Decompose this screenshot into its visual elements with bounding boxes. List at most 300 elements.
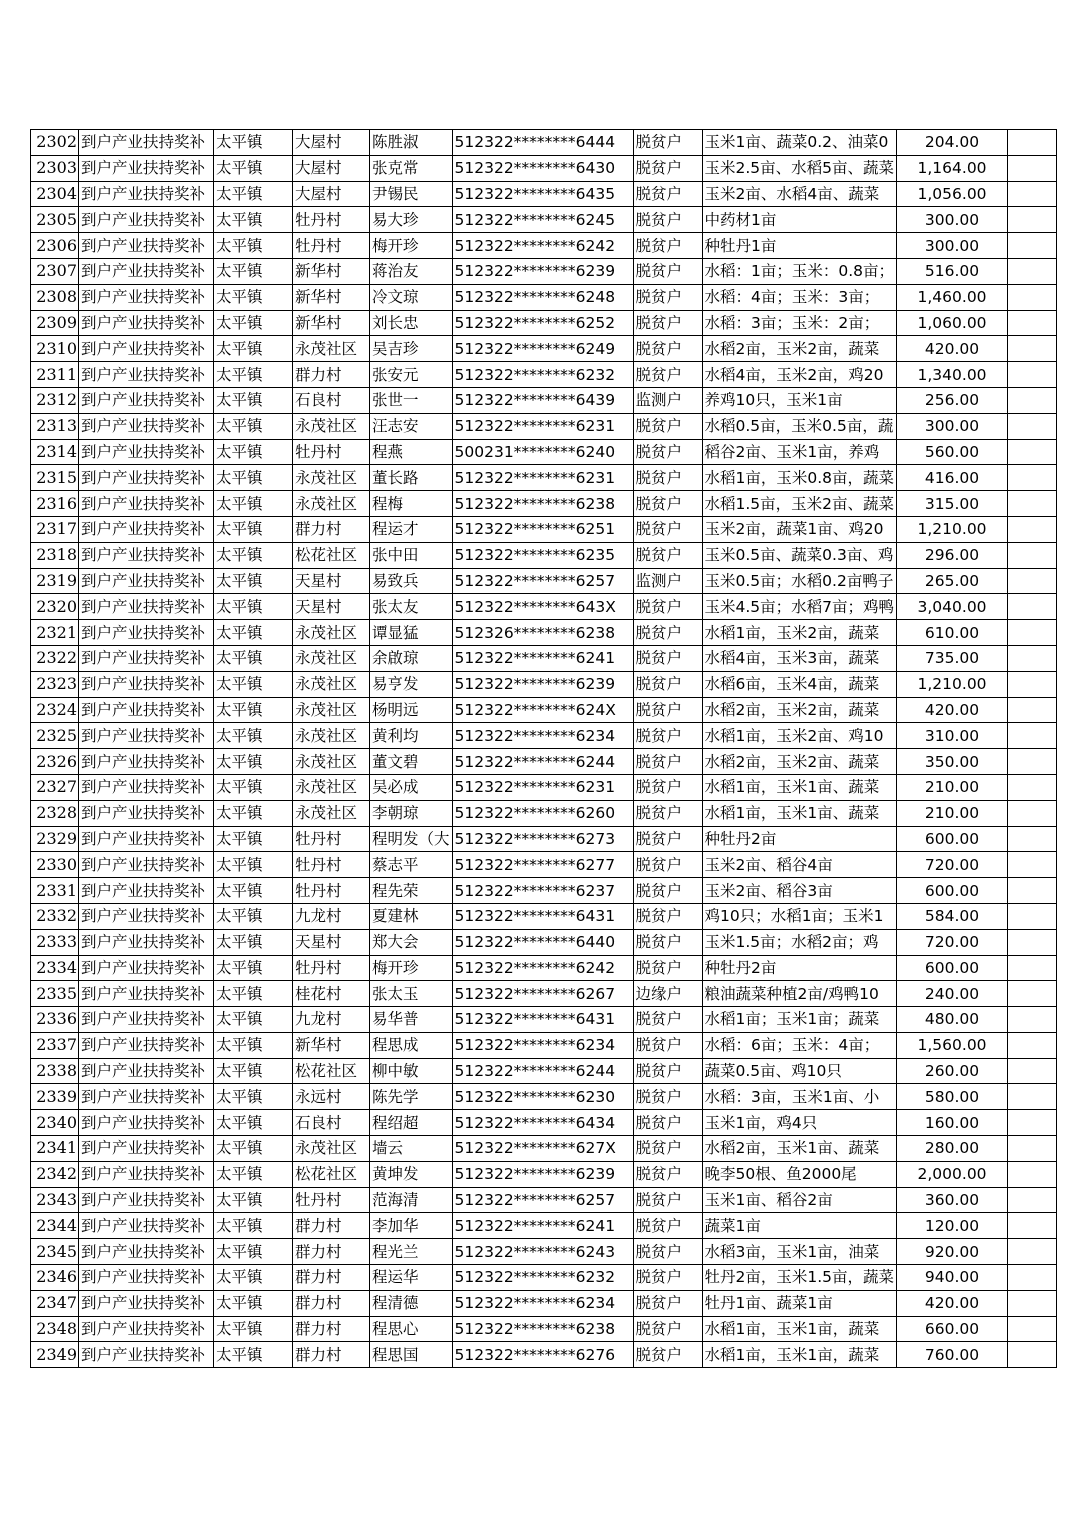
project-cell: 到户产业扶持奖补	[79, 387, 214, 413]
row-number: 2329	[31, 826, 79, 852]
project-cell: 到户产业扶持奖补	[79, 1265, 214, 1291]
id-number-cell: 512322********6257	[452, 568, 633, 594]
name-cell: 李朝琼	[370, 800, 453, 826]
town-cell: 太平镇	[214, 981, 293, 1007]
amount-cell: 204.00	[897, 130, 1008, 156]
project-cell: 到户产业扶持奖补	[79, 181, 214, 207]
project-cell: 到户产业扶持奖补	[79, 336, 214, 362]
town-cell: 太平镇	[214, 800, 293, 826]
remark-cell	[1008, 1032, 1057, 1058]
amount-cell: 310.00	[897, 723, 1008, 749]
town-cell: 太平镇	[214, 1239, 293, 1265]
name-cell: 易大珍	[370, 207, 453, 233]
table-row	[31, 130, 1057, 156]
row-number: 2326	[31, 749, 79, 775]
amount-cell: 1,460.00	[897, 284, 1008, 310]
row-number: 2327	[31, 774, 79, 800]
household-type-cell: 脱贫户	[633, 491, 702, 517]
name-cell: 冷文琼	[370, 284, 453, 310]
table-row	[31, 568, 1057, 594]
village-cell: 新华村	[293, 1032, 370, 1058]
amount-cell: 260.00	[897, 1058, 1008, 1084]
town-cell: 太平镇	[214, 336, 293, 362]
subsidy-content-cell: 牡丹1亩、蔬菜1亩	[702, 1290, 897, 1316]
table-row	[31, 903, 1057, 929]
town-cell: 太平镇	[214, 1342, 293, 1368]
table-row	[31, 697, 1057, 723]
subsidy-content-cell: 水稻2亩，玉米1亩、蔬菜	[702, 1136, 897, 1162]
town-cell: 太平镇	[214, 465, 293, 491]
remark-cell	[1008, 645, 1057, 671]
remark-cell	[1008, 1290, 1057, 1316]
amount-cell: 1,210.00	[897, 516, 1008, 542]
table-row	[31, 981, 1057, 1007]
table-row	[31, 233, 1057, 259]
town-cell: 太平镇	[214, 258, 293, 284]
table-row	[31, 1032, 1057, 1058]
village-cell: 永茂社区	[293, 645, 370, 671]
village-cell: 天星村	[293, 568, 370, 594]
id-number-cell: 512322********6242	[452, 233, 633, 259]
subsidy-content-cell: 水稻2亩，玉米2亩，蔬菜	[702, 336, 897, 362]
household-type-cell: 脱贫户	[633, 516, 702, 542]
table-row	[31, 1187, 1057, 1213]
project-cell: 到户产业扶持奖补	[79, 1187, 214, 1213]
id-number-cell: 512322********6231	[452, 774, 633, 800]
project-cell: 到户产业扶持奖补	[79, 491, 214, 517]
name-cell: 程清德	[370, 1290, 453, 1316]
id-number-cell: 512322********6252	[452, 310, 633, 336]
village-cell: 群力村	[293, 1290, 370, 1316]
household-type-cell: 脱贫户	[633, 1110, 702, 1136]
table-row	[31, 362, 1057, 388]
town-cell: 太平镇	[214, 1265, 293, 1291]
project-cell: 到户产业扶持奖补	[79, 1136, 214, 1162]
row-number: 2302	[31, 130, 79, 156]
table-row	[31, 336, 1057, 362]
subsidy-content-cell: 水稻3亩，玉米1亩，油菜	[702, 1239, 897, 1265]
row-number: 2319	[31, 568, 79, 594]
subsidy-content-cell: 养鸡10只，玉米1亩	[702, 387, 897, 413]
name-cell: 陈胜淑	[370, 130, 453, 156]
row-number: 2333	[31, 929, 79, 955]
subsidy-content-cell: 水稻1亩，玉米1亩，蔬菜	[702, 1316, 897, 1342]
name-cell: 易亨发	[370, 671, 453, 697]
village-cell: 永茂社区	[293, 465, 370, 491]
row-number: 2322	[31, 645, 79, 671]
id-number-cell: 512322********6267	[452, 981, 633, 1007]
village-cell: 永茂社区	[293, 336, 370, 362]
village-cell: 群力村	[293, 1265, 370, 1291]
table-row	[31, 1290, 1057, 1316]
village-cell: 永茂社区	[293, 800, 370, 826]
table-row	[31, 1265, 1057, 1291]
id-number-cell: 512322********6238	[452, 491, 633, 517]
village-cell: 牡丹村	[293, 852, 370, 878]
id-number-cell: 512322********6439	[452, 387, 633, 413]
town-cell: 太平镇	[214, 207, 293, 233]
amount-cell: 300.00	[897, 207, 1008, 233]
name-cell: 张安元	[370, 362, 453, 388]
subsidy-content-cell: 鸡10只；水稻1亩；玉米1	[702, 903, 897, 929]
table-row	[31, 594, 1057, 620]
household-type-cell: 脱贫户	[633, 903, 702, 929]
id-number-cell: 512322********6241	[452, 1213, 633, 1239]
project-cell: 到户产业扶持奖补	[79, 594, 214, 620]
project-cell: 到户产业扶持奖补	[79, 955, 214, 981]
table-row	[31, 155, 1057, 181]
remark-cell	[1008, 310, 1057, 336]
town-cell: 太平镇	[214, 516, 293, 542]
village-cell: 牡丹村	[293, 878, 370, 904]
name-cell: 黄坤发	[370, 1161, 453, 1187]
household-type-cell: 脱贫户	[633, 310, 702, 336]
row-number: 2345	[31, 1239, 79, 1265]
id-number-cell: 512322********6444	[452, 130, 633, 156]
remark-cell	[1008, 620, 1057, 646]
amount-cell: 1,056.00	[897, 181, 1008, 207]
town-cell: 太平镇	[214, 955, 293, 981]
amount-cell: 280.00	[897, 1136, 1008, 1162]
town-cell: 太平镇	[214, 387, 293, 413]
remark-cell	[1008, 413, 1057, 439]
village-cell: 大屋村	[293, 181, 370, 207]
row-number: 2338	[31, 1058, 79, 1084]
project-cell: 到户产业扶持奖补	[79, 207, 214, 233]
project-cell: 到户产业扶持奖补	[79, 723, 214, 749]
id-number-cell: 512322********6234	[452, 1032, 633, 1058]
amount-cell: 600.00	[897, 878, 1008, 904]
row-number: 2328	[31, 800, 79, 826]
row-number: 2307	[31, 258, 79, 284]
household-type-cell: 脱贫户	[633, 955, 702, 981]
table-row	[31, 284, 1057, 310]
table-row	[31, 207, 1057, 233]
table-row	[31, 181, 1057, 207]
name-cell: 吴必成	[370, 774, 453, 800]
town-cell: 太平镇	[214, 542, 293, 568]
town-cell: 太平镇	[214, 1187, 293, 1213]
name-cell: 墙云	[370, 1136, 453, 1162]
town-cell: 太平镇	[214, 1007, 293, 1033]
household-type-cell: 脱贫户	[633, 233, 702, 259]
row-number: 2318	[31, 542, 79, 568]
remark-cell	[1008, 233, 1057, 259]
id-number-cell: 512322********6239	[452, 671, 633, 697]
town-cell: 太平镇	[214, 826, 293, 852]
table-row	[31, 826, 1057, 852]
household-type-cell: 脱贫户	[633, 826, 702, 852]
amount-cell: 120.00	[897, 1213, 1008, 1239]
village-cell: 群力村	[293, 1239, 370, 1265]
id-number-cell: 512322********6244	[452, 749, 633, 775]
village-cell: 永茂社区	[293, 413, 370, 439]
project-cell: 到户产业扶持奖补	[79, 516, 214, 542]
amount-cell: 660.00	[897, 1316, 1008, 1342]
remark-cell	[1008, 1316, 1057, 1342]
id-number-cell: 512322********624X	[452, 697, 633, 723]
row-number: 2303	[31, 155, 79, 181]
remark-cell	[1008, 929, 1057, 955]
id-number-cell: 512322********6231	[452, 465, 633, 491]
project-cell: 到户产业扶持奖补	[79, 826, 214, 852]
remark-cell	[1008, 800, 1057, 826]
table-row	[31, 929, 1057, 955]
subsidy-content-cell: 水稻2亩，玉米2亩、蔬菜	[702, 749, 897, 775]
amount-cell: 600.00	[897, 826, 1008, 852]
table-row	[31, 1239, 1057, 1265]
village-cell: 永远村	[293, 1084, 370, 1110]
table-row	[31, 723, 1057, 749]
id-number-cell: 512322********6277	[452, 852, 633, 878]
id-number-cell: 512322********6232	[452, 1265, 633, 1291]
id-number-cell: 512322********6273	[452, 826, 633, 852]
household-type-cell: 脱贫户	[633, 1187, 702, 1213]
row-number: 2311	[31, 362, 79, 388]
project-cell: 到户产业扶持奖补	[79, 1342, 214, 1368]
household-type-cell: 脱贫户	[633, 336, 702, 362]
amount-cell: 1,560.00	[897, 1032, 1008, 1058]
amount-cell: 3,040.00	[897, 594, 1008, 620]
remark-cell	[1008, 1084, 1057, 1110]
project-cell: 到户产业扶持奖补	[79, 981, 214, 1007]
name-cell: 董文碧	[370, 749, 453, 775]
subsidy-content-cell: 水稻1亩，玉米2亩、鸡10	[702, 723, 897, 749]
name-cell: 汪志安	[370, 413, 453, 439]
project-cell: 到户产业扶持奖补	[79, 1316, 214, 1342]
household-type-cell: 边缘户	[633, 981, 702, 1007]
amount-cell: 2,000.00	[897, 1161, 1008, 1187]
household-type-cell: 监测户	[633, 387, 702, 413]
household-type-cell: 脱贫户	[633, 723, 702, 749]
village-cell: 永茂社区	[293, 749, 370, 775]
subsidy-content-cell: 玉米0.5亩、蔬菜0.3亩、鸡	[702, 542, 897, 568]
subsidy-content-cell: 水稻0.5亩，玉米0.5亩，蔬	[702, 413, 897, 439]
row-number: 2306	[31, 233, 79, 259]
name-cell: 董长路	[370, 465, 453, 491]
project-cell: 到户产业扶持奖补	[79, 645, 214, 671]
project-cell: 到户产业扶持奖补	[79, 1058, 214, 1084]
id-number-cell: 512322********6257	[452, 1187, 633, 1213]
name-cell: 夏建林	[370, 903, 453, 929]
project-cell: 到户产业扶持奖补	[79, 258, 214, 284]
remark-cell	[1008, 387, 1057, 413]
town-cell: 太平镇	[214, 1161, 293, 1187]
town-cell: 太平镇	[214, 671, 293, 697]
subsidy-content-cell: 玉米1亩、蔬菜0.2、油菜0	[702, 130, 897, 156]
id-number-cell: 512322********6239	[452, 258, 633, 284]
amount-cell: 210.00	[897, 800, 1008, 826]
row-number: 2339	[31, 1084, 79, 1110]
table-row	[31, 465, 1057, 491]
subsidy-content-cell: 水稻1亩，玉米0.8亩，蔬菜	[702, 465, 897, 491]
project-cell: 到户产业扶持奖补	[79, 1032, 214, 1058]
household-type-cell: 脱贫户	[633, 181, 702, 207]
amount-cell: 265.00	[897, 568, 1008, 594]
subsidy-content-cell: 中药材1亩	[702, 207, 897, 233]
remark-cell	[1008, 723, 1057, 749]
town-cell: 太平镇	[214, 878, 293, 904]
id-number-cell: 512322********6232	[452, 362, 633, 388]
table-row	[31, 774, 1057, 800]
household-type-cell: 脱贫户	[633, 671, 702, 697]
name-cell: 程思心	[370, 1316, 453, 1342]
remark-cell	[1008, 362, 1057, 388]
amount-cell: 315.00	[897, 491, 1008, 517]
name-cell: 程思国	[370, 1342, 453, 1368]
household-type-cell: 脱贫户	[633, 1316, 702, 1342]
project-cell: 到户产业扶持奖补	[79, 749, 214, 775]
amount-cell: 580.00	[897, 1084, 1008, 1110]
town-cell: 太平镇	[214, 1213, 293, 1239]
town-cell: 太平镇	[214, 620, 293, 646]
household-type-cell: 监测户	[633, 568, 702, 594]
project-cell: 到户产业扶持奖补	[79, 878, 214, 904]
row-number: 2331	[31, 878, 79, 904]
project-cell: 到户产业扶持奖补	[79, 1213, 214, 1239]
name-cell: 程运华	[370, 1265, 453, 1291]
village-cell: 天星村	[293, 929, 370, 955]
town-cell: 太平镇	[214, 903, 293, 929]
table-body	[31, 130, 1057, 1368]
project-cell: 到户产业扶持奖补	[79, 310, 214, 336]
remark-cell	[1008, 749, 1057, 775]
row-number: 2314	[31, 439, 79, 465]
id-number-cell: 512322********6230	[452, 1084, 633, 1110]
village-cell: 松花社区	[293, 1058, 370, 1084]
amount-cell: 300.00	[897, 413, 1008, 439]
village-cell: 新华村	[293, 310, 370, 336]
remark-cell	[1008, 439, 1057, 465]
row-number: 2349	[31, 1342, 79, 1368]
amount-cell: 940.00	[897, 1265, 1008, 1291]
name-cell: 程先荣	[370, 878, 453, 904]
amount-cell: 1,340.00	[897, 362, 1008, 388]
amount-cell: 920.00	[897, 1239, 1008, 1265]
row-number: 2312	[31, 387, 79, 413]
subsidy-content-cell: 水稻4亩，玉米2亩，鸡20	[702, 362, 897, 388]
village-cell: 大屋村	[293, 130, 370, 156]
table-row	[31, 258, 1057, 284]
subsidy-content-cell: 牡丹2亩，玉米1.5亩，蔬菜	[702, 1265, 897, 1291]
id-number-cell: 512322********6241	[452, 645, 633, 671]
remark-cell	[1008, 516, 1057, 542]
id-number-cell: 512322********6237	[452, 878, 633, 904]
project-cell: 到户产业扶持奖补	[79, 362, 214, 388]
table-row	[31, 387, 1057, 413]
remark-cell	[1008, 336, 1057, 362]
remark-cell	[1008, 1058, 1057, 1084]
remark-cell	[1008, 697, 1057, 723]
amount-cell: 735.00	[897, 645, 1008, 671]
id-number-cell: 512322********627X	[452, 1136, 633, 1162]
village-cell: 天星村	[293, 594, 370, 620]
subsidy-content-cell: 水稻：3亩，玉米1亩、小	[702, 1084, 897, 1110]
subsidy-content-cell: 稻谷2亩、玉米1亩，养鸡	[702, 439, 897, 465]
amount-cell: 1,164.00	[897, 155, 1008, 181]
remark-cell	[1008, 903, 1057, 929]
town-cell: 太平镇	[214, 1316, 293, 1342]
town-cell: 太平镇	[214, 439, 293, 465]
town-cell: 太平镇	[214, 1084, 293, 1110]
row-number: 2316	[31, 491, 79, 517]
amount-cell: 720.00	[897, 852, 1008, 878]
table-row	[31, 491, 1057, 517]
amount-cell: 160.00	[897, 1110, 1008, 1136]
town-cell: 太平镇	[214, 413, 293, 439]
household-type-cell: 脱贫户	[633, 439, 702, 465]
name-cell: 吴吉珍	[370, 336, 453, 362]
name-cell: 程燕	[370, 439, 453, 465]
table-row	[31, 1007, 1057, 1033]
remark-cell	[1008, 671, 1057, 697]
id-number-cell: 512322********6434	[452, 1110, 633, 1136]
name-cell: 张克常	[370, 155, 453, 181]
table-row	[31, 439, 1057, 465]
project-cell: 到户产业扶持奖补	[79, 542, 214, 568]
household-type-cell: 脱贫户	[633, 852, 702, 878]
household-type-cell: 脱贫户	[633, 1239, 702, 1265]
project-cell: 到户产业扶持奖补	[79, 929, 214, 955]
project-cell: 到户产业扶持奖补	[79, 568, 214, 594]
town-cell: 太平镇	[214, 645, 293, 671]
subsidy-content-cell: 水稻1亩，玉米1亩、蔬菜	[702, 800, 897, 826]
id-number-cell: 512322********6245	[452, 207, 633, 233]
village-cell: 松花社区	[293, 1161, 370, 1187]
name-cell: 杨明远	[370, 697, 453, 723]
row-number: 2317	[31, 516, 79, 542]
village-cell: 群力村	[293, 1342, 370, 1368]
amount-cell: 720.00	[897, 929, 1008, 955]
table-row	[31, 645, 1057, 671]
name-cell: 黄利均	[370, 723, 453, 749]
amount-cell: 350.00	[897, 749, 1008, 775]
row-number: 2324	[31, 697, 79, 723]
subsidy-content-cell: 玉米0.5亩；水稻0.2亩鸭子	[702, 568, 897, 594]
project-cell: 到户产业扶持奖补	[79, 439, 214, 465]
name-cell: 陈先学	[370, 1084, 453, 1110]
project-cell: 到户产业扶持奖补	[79, 130, 214, 156]
household-type-cell: 脱贫户	[633, 542, 702, 568]
row-number: 2346	[31, 1265, 79, 1291]
id-number-cell: 512322********6239	[452, 1161, 633, 1187]
household-type-cell: 脱贫户	[633, 749, 702, 775]
subsidy-content-cell: 水稻：1亩；玉米：0.8亩；	[702, 258, 897, 284]
remark-cell	[1008, 1239, 1057, 1265]
village-cell: 桂花村	[293, 981, 370, 1007]
remark-cell	[1008, 774, 1057, 800]
village-cell: 永茂社区	[293, 697, 370, 723]
subsidy-content-cell: 种牡丹2亩	[702, 826, 897, 852]
id-number-cell: 512322********6251	[452, 516, 633, 542]
amount-cell: 296.00	[897, 542, 1008, 568]
project-cell: 到户产业扶持奖补	[79, 1239, 214, 1265]
name-cell: 李加华	[370, 1213, 453, 1239]
row-number: 2330	[31, 852, 79, 878]
household-type-cell: 脱贫户	[633, 774, 702, 800]
village-cell: 群力村	[293, 516, 370, 542]
id-number-cell: 512322********6430	[452, 155, 633, 181]
row-number: 2315	[31, 465, 79, 491]
village-cell: 牡丹村	[293, 439, 370, 465]
table-row	[31, 1161, 1057, 1187]
project-cell: 到户产业扶持奖补	[79, 1161, 214, 1187]
village-cell: 牡丹村	[293, 207, 370, 233]
village-cell: 新华村	[293, 284, 370, 310]
amount-cell: 1,210.00	[897, 671, 1008, 697]
amount-cell: 600.00	[897, 955, 1008, 981]
village-cell: 大屋村	[293, 155, 370, 181]
